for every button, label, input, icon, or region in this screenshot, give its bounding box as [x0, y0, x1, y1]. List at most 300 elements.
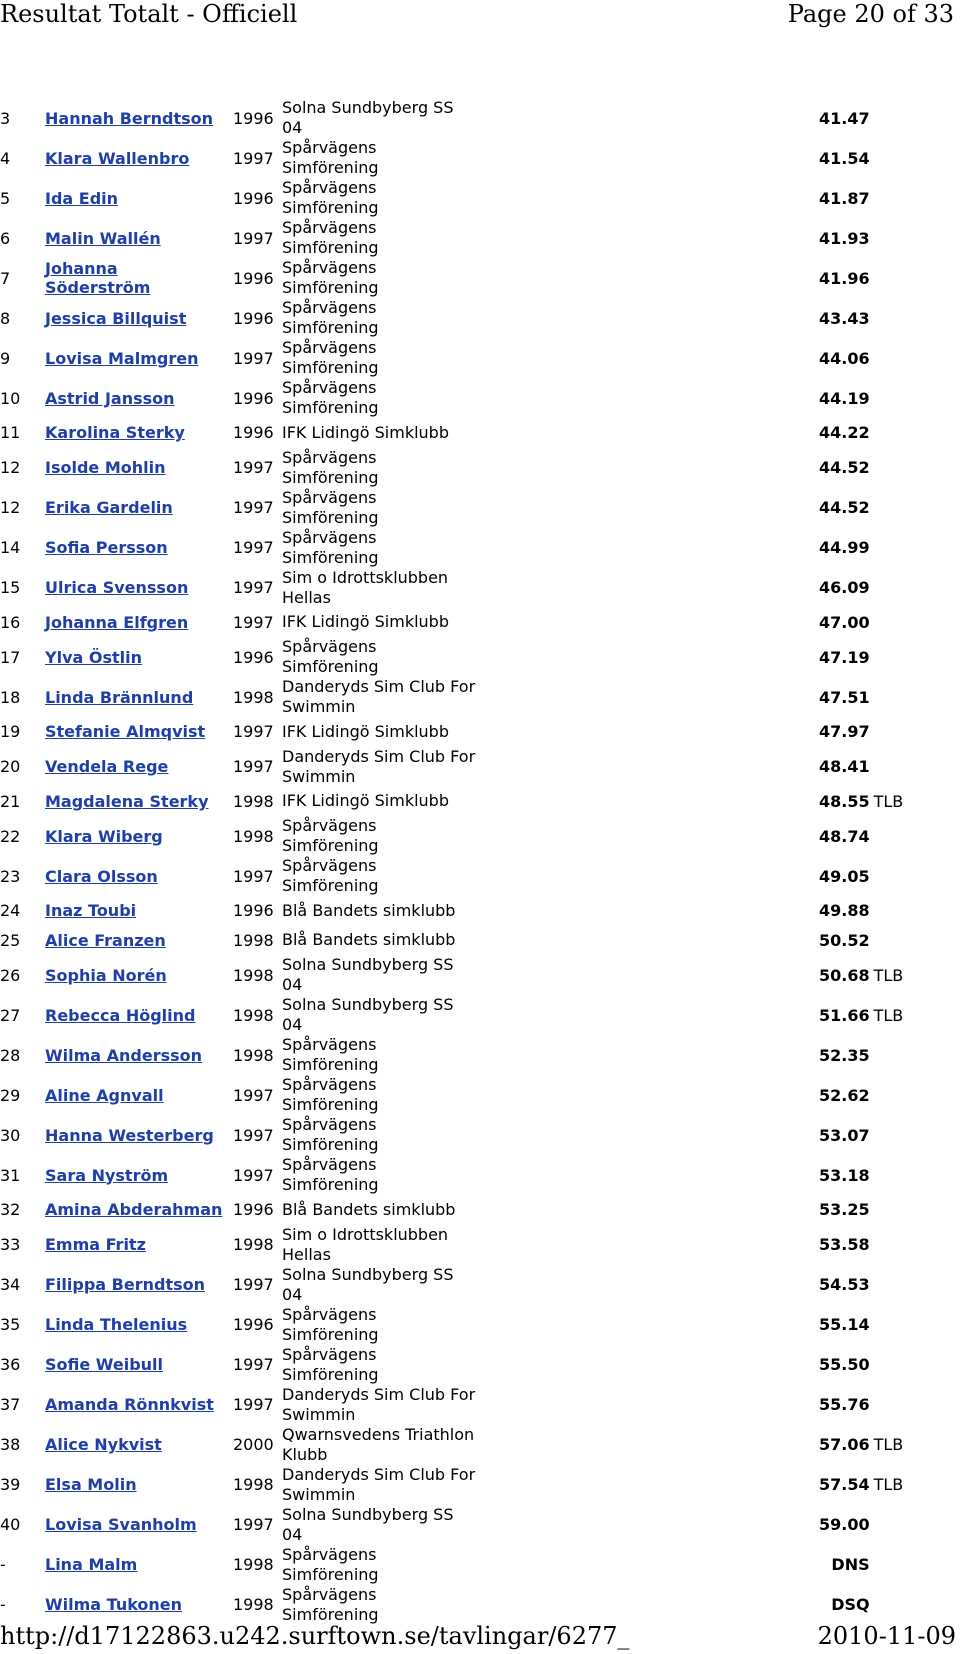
result-place: 10 — [0, 388, 21, 408]
club-name-cell — [282, 98, 478, 138]
birth-year: 1997 — [233, 1355, 274, 1374]
club-name-cell — [282, 298, 478, 338]
athlete-name-link[interactable]: Magdalena Sterky — [45, 791, 209, 811]
athlete-name-link[interactable]: Sara Nyström — [45, 1165, 169, 1185]
spacer-cell — [478, 856, 819, 896]
club-name: Blå Bandets simklubb — [282, 900, 456, 920]
club-name-cell — [282, 378, 478, 418]
result-time: 41.96 — [819, 268, 870, 288]
result-place-cell — [0, 448, 45, 488]
athlete-name-link[interactable]: Klara Wiberg — [45, 826, 163, 846]
club-name-cell — [282, 1195, 478, 1225]
birth-year-cell — [233, 258, 282, 298]
result-row — [0, 1585, 910, 1625]
athlete-name-link[interactable]: Lovisa Svanholm — [45, 1515, 197, 1534]
result-place-cell — [0, 955, 45, 995]
club-name: Spårvägens Simförening — [282, 178, 379, 217]
athlete-name-link-cell — [45, 995, 233, 1035]
spacer-cell — [478, 258, 819, 298]
result-note-cell — [870, 1385, 910, 1425]
athlete-name-link[interactable]: Wilma Tukonen — [45, 1595, 183, 1614]
result-row — [0, 955, 910, 995]
birth-year: 1998 — [233, 1005, 274, 1025]
document-title: Resultat Totalt - Officiell — [0, 0, 298, 28]
birth-year: 1997 — [233, 1165, 274, 1185]
result-row — [0, 1385, 910, 1425]
spacer-cell — [478, 677, 819, 717]
result-note-cell — [870, 488, 910, 528]
result-place: 16 — [0, 612, 21, 632]
result-note-cell — [870, 138, 910, 178]
athlete-name-link[interactable]: Amanda Rönnkvist — [45, 1395, 214, 1414]
result-note-cell — [870, 926, 910, 956]
result-time: 59.00 — [819, 1515, 870, 1534]
birth-year-cell — [233, 218, 282, 258]
source-url: http://d17122863.u242.surftown.se/tavlingar/6277_ — [0, 1622, 630, 1650]
spacer-cell — [478, 608, 819, 638]
spacer-cell — [478, 1155, 819, 1195]
result-note-cell — [870, 1545, 910, 1585]
result-time-cell — [819, 717, 870, 747]
result-place-cell — [0, 178, 45, 218]
result-row — [0, 258, 910, 298]
result-place: 15 — [0, 578, 21, 597]
result-row — [0, 608, 910, 638]
result-place-cell — [0, 1115, 45, 1155]
result-place: 14 — [0, 538, 21, 557]
athlete-name-link-cell — [45, 448, 233, 488]
club-name: IFK Lidingö Simklubb — [282, 791, 449, 811]
athlete-name-link-cell — [45, 1155, 233, 1195]
spacer-cell — [478, 1345, 819, 1385]
result-row — [0, 448, 910, 488]
athlete-name-link[interactable]: Karolina Sterky — [45, 423, 185, 443]
result-time-cell — [819, 677, 870, 717]
result-time-cell — [819, 1195, 870, 1225]
athlete-name-link-cell — [45, 1425, 233, 1465]
club-name-cell — [282, 1225, 478, 1265]
result-time-cell — [819, 568, 870, 608]
result-place-cell — [0, 1305, 45, 1345]
birth-year-cell — [233, 1155, 282, 1195]
birth-year-cell — [233, 1035, 282, 1075]
birth-year-cell — [233, 338, 282, 378]
athlete-name-link[interactable]: Jessica Billquist — [45, 308, 187, 328]
result-time-cell — [819, 1075, 870, 1115]
result-place-cell — [0, 1585, 45, 1625]
result-note-cell — [870, 995, 910, 1035]
club-name: Solna Sundbyberg SS 04 — [282, 1504, 454, 1544]
athlete-name-link[interactable]: Aline Agnvall — [45, 1085, 164, 1105]
birth-year-cell — [233, 418, 282, 448]
spacer-cell — [478, 787, 819, 817]
club-name: IFK Lidingö Simklubb — [282, 422, 449, 442]
athlete-name-link[interactable]: Ylva Östlin — [45, 647, 142, 667]
result-row — [0, 1545, 910, 1585]
result-time: 48.55 — [819, 791, 870, 811]
result-row — [0, 378, 910, 418]
result-place: 30 — [0, 1125, 21, 1145]
result-time-cell — [819, 787, 870, 817]
athlete-name-link[interactable]: Ulrica Svensson — [45, 578, 189, 597]
result-place: 25 — [0, 930, 21, 950]
birth-year: 1996 — [233, 308, 274, 328]
club-name-cell — [282, 1075, 478, 1115]
club-name: Spårvägens Simförening — [282, 1344, 379, 1384]
birth-year: 1996 — [233, 1200, 274, 1220]
birth-year: 2000 — [233, 1435, 274, 1454]
club-name: Spårvägens Simförening — [282, 487, 379, 527]
result-note-cell — [870, 218, 910, 258]
athlete-name-link[interactable]: Emma Fritz — [45, 1235, 146, 1254]
result-note-cell — [870, 747, 910, 787]
club-name: Solna Sundbyberg SS 04 — [282, 98, 454, 137]
athlete-name-link[interactable]: Lina Malm — [45, 1555, 138, 1574]
result-place-cell — [0, 338, 45, 378]
athlete-name-link-cell — [45, 218, 233, 258]
result-place-cell — [0, 298, 45, 338]
birth-year-cell — [233, 1075, 282, 1115]
result-time: 53.07 — [819, 1125, 870, 1145]
athlete-name-link[interactable]: Klara Wallenbro — [45, 148, 190, 168]
club-name-cell — [282, 138, 478, 178]
spacer-cell — [478, 747, 819, 787]
birth-year: 1997 — [233, 348, 274, 368]
athlete-name-link-cell — [45, 98, 233, 138]
result-note-cell — [870, 448, 910, 488]
result-row — [0, 298, 910, 338]
athlete-name-link-cell — [45, 1075, 233, 1115]
result-place: 35 — [0, 1315, 21, 1334]
result-row — [0, 178, 910, 218]
result-place: - — [0, 1595, 6, 1614]
result-row — [0, 1505, 910, 1545]
club-name-cell — [282, 258, 478, 298]
birth-year-cell — [233, 1385, 282, 1425]
result-note-cell — [870, 816, 910, 856]
result-time-cell — [819, 98, 870, 138]
result-place-cell — [0, 1545, 45, 1585]
result-row — [0, 1225, 910, 1265]
spacer-cell — [478, 1115, 819, 1155]
result-place-cell — [0, 926, 45, 956]
club-name: IFK Lidingö Simklubb — [282, 721, 449, 741]
club-name-cell — [282, 568, 478, 608]
spacer-cell — [478, 338, 819, 378]
athlete-name-link[interactable]: Wilma Andersson — [45, 1045, 203, 1065]
club-name: Blå Bandets simklubb — [282, 930, 456, 950]
birth-year-cell — [233, 1305, 282, 1345]
athlete-name-link-cell — [45, 298, 233, 338]
result-time: 46.09 — [819, 578, 870, 597]
result-note-cell — [870, 1505, 910, 1545]
spacer-cell — [478, 1035, 819, 1075]
result-note-cell — [870, 677, 910, 717]
result-place: 27 — [0, 1005, 21, 1025]
athlete-name-link-cell — [45, 258, 233, 298]
result-time: 55.76 — [819, 1395, 870, 1414]
club-name: Spårvägens Simförening — [282, 258, 379, 297]
club-name: Spårvägens Simförening — [282, 338, 379, 377]
athlete-name-link[interactable]: Filippa Berndtson — [45, 1275, 205, 1294]
club-name: IFK Lidingö Simklubb — [282, 612, 449, 632]
result-time-cell — [819, 138, 870, 178]
birth-year-cell — [233, 378, 282, 418]
birth-year: 1997 — [233, 458, 274, 477]
club-name: Spårvägens Simförening — [282, 298, 379, 337]
result-row — [0, 926, 910, 956]
birth-year-cell — [233, 1505, 282, 1545]
athlete-name-link[interactable]: Amina Abderahman — [45, 1200, 223, 1220]
athlete-name-link[interactable]: Malin Wallén — [45, 228, 161, 248]
club-name: Spårvägens Simförening — [282, 1584, 379, 1624]
result-time: DNS — [831, 1555, 870, 1574]
result-place-cell — [0, 138, 45, 178]
result-row — [0, 568, 910, 608]
birth-year: 1996 — [233, 647, 274, 667]
result-time: 48.74 — [819, 826, 870, 846]
athlete-name-link-cell — [45, 418, 233, 448]
club-name: Spårvägens Simförening — [282, 138, 379, 177]
results-body — [0, 98, 910, 1625]
athlete-name-link[interactable]: Hannah Berndtson — [45, 108, 214, 128]
birth-year: 1998 — [233, 791, 274, 811]
result-place-cell — [0, 1265, 45, 1305]
club-name-cell — [282, 1505, 478, 1545]
spacer-cell — [478, 896, 819, 926]
result-time: 53.58 — [819, 1235, 870, 1254]
birth-year-cell — [233, 298, 282, 338]
result-place-cell — [0, 378, 45, 418]
club-name: Spårvägens Simförening — [282, 1155, 379, 1194]
result-note: TLB — [873, 1005, 904, 1025]
athlete-name-link-cell — [45, 138, 233, 178]
result-note-cell — [870, 1585, 910, 1625]
result-place-cell — [0, 816, 45, 856]
page-number: Page 20 of 33 — [787, 0, 954, 28]
result-row — [0, 995, 910, 1035]
athlete-name-link[interactable]: Linda Thelenius — [45, 1315, 188, 1334]
result-time: DSQ — [831, 1595, 870, 1614]
birth-year: 1998 — [233, 930, 274, 950]
athlete-name-link[interactable]: Lovisa Malmgren — [45, 348, 199, 368]
athlete-name-link[interactable]: Sofie Weibull — [45, 1355, 164, 1374]
result-note-cell — [870, 955, 910, 995]
result-place-cell — [0, 418, 45, 448]
result-time: 44.99 — [819, 538, 870, 557]
result-time-cell — [819, 747, 870, 787]
result-place-cell — [0, 677, 45, 717]
spacer-cell — [478, 717, 819, 747]
birth-year-cell — [233, 1425, 282, 1465]
birth-year: 1996 — [233, 108, 274, 128]
result-time-cell — [819, 1465, 870, 1505]
result-place: 17 — [0, 647, 21, 667]
athlete-name-link[interactable]: Johanna Söderström — [45, 259, 151, 297]
club-name: Danderyds Sim Club For Swimmin — [282, 1384, 476, 1424]
athlete-name-link-cell — [45, 717, 233, 747]
result-place-cell — [0, 1155, 45, 1195]
spacer-cell — [478, 298, 819, 338]
result-time: 55.14 — [819, 1315, 870, 1334]
club-name: Spårvägens Simförening — [282, 637, 379, 676]
club-name: Solna Sundbyberg SS 04 — [282, 1264, 454, 1304]
result-time: 50.52 — [819, 930, 870, 950]
athlete-name-link-cell — [45, 528, 233, 568]
result-place: 9 — [0, 348, 11, 368]
result-place-cell — [0, 488, 45, 528]
result-time-cell — [819, 1385, 870, 1425]
athlete-name-link[interactable]: Elsa Molin — [45, 1475, 137, 1494]
result-place: 36 — [0, 1355, 21, 1374]
result-time: 50.68 — [819, 965, 870, 985]
club-name-cell — [282, 178, 478, 218]
result-note-cell — [870, 1075, 910, 1115]
result-place: 28 — [0, 1045, 21, 1065]
athlete-name-link[interactable]: Clara Olsson — [45, 866, 158, 886]
result-time-cell — [819, 1585, 870, 1625]
birth-year-cell — [233, 1195, 282, 1225]
athlete-name-link-cell — [45, 816, 233, 856]
athlete-name-link[interactable]: Inaz Toubi — [45, 901, 137, 921]
result-time-cell — [819, 637, 870, 677]
result-note-cell — [870, 258, 910, 298]
club-name-cell — [282, 448, 478, 488]
result-note-cell — [870, 1265, 910, 1305]
birth-year-cell — [233, 926, 282, 956]
result-row — [0, 528, 910, 568]
result-place-cell — [0, 528, 45, 568]
spacer-cell — [478, 378, 819, 418]
result-place-cell — [0, 258, 45, 298]
result-time-cell — [819, 1305, 870, 1345]
athlete-name-link[interactable]: Hanna Westerberg — [45, 1125, 214, 1145]
club-name-cell — [282, 1155, 478, 1195]
result-row — [0, 1115, 910, 1155]
athlete-name-link[interactable]: Vendela Rege — [45, 757, 169, 776]
club-name-cell — [282, 926, 478, 956]
result-time-cell — [819, 1425, 870, 1465]
result-note-cell — [870, 1345, 910, 1385]
result-row — [0, 677, 910, 717]
result-place-cell — [0, 1195, 45, 1225]
birth-year: 1998 — [233, 1595, 274, 1614]
result-time-cell — [819, 816, 870, 856]
result-time: 49.88 — [819, 901, 870, 921]
birth-year: 1997 — [233, 722, 274, 742]
athlete-name-link[interactable]: Alice Franzen — [45, 930, 166, 950]
result-time: 47.97 — [819, 722, 870, 742]
result-note-cell — [870, 608, 910, 638]
athlete-name-link[interactable]: Sophia Norén — [45, 965, 167, 985]
birth-year: 1998 — [233, 965, 274, 985]
athlete-name-link[interactable]: Stefanie Almqvist — [45, 722, 206, 742]
birth-year: 1996 — [233, 901, 274, 921]
result-place: 38 — [0, 1435, 21, 1454]
club-name: Spårvägens Simförening — [282, 447, 379, 487]
result-place: 21 — [0, 791, 21, 811]
result-place: 32 — [0, 1200, 21, 1220]
result-place: 22 — [0, 826, 21, 846]
athlete-name-link-cell — [45, 787, 233, 817]
birth-year: 1998 — [233, 1045, 274, 1065]
result-note-cell — [870, 178, 910, 218]
result-time-cell — [819, 488, 870, 528]
club-name-cell — [282, 608, 478, 638]
result-time: 41.54 — [819, 148, 870, 168]
birth-year-cell — [233, 637, 282, 677]
result-note-cell — [870, 717, 910, 747]
result-time-cell — [819, 1505, 870, 1545]
spacer-cell — [478, 1425, 819, 1465]
result-row — [0, 1265, 910, 1305]
spacer-cell — [478, 995, 819, 1035]
birth-year-cell — [233, 677, 282, 717]
athlete-name-link[interactable]: Isolde Mohlin — [45, 458, 166, 477]
athlete-name-link-cell — [45, 637, 233, 677]
athlete-name-link[interactable]: Ida Edin — [45, 188, 119, 208]
result-time-cell — [819, 1345, 870, 1385]
athlete-name-link[interactable]: Linda Brännlund — [45, 687, 194, 707]
birth-year: 1996 — [233, 423, 274, 443]
athlete-name-link[interactable]: Rebecca Höglind — [45, 1005, 196, 1025]
spacer-cell — [478, 1265, 819, 1305]
club-name: Qwarnsvedens Triathlon Klubb — [282, 1424, 475, 1464]
result-note-cell — [870, 1115, 910, 1155]
athlete-name-link[interactable]: Alice Nykvist — [45, 1435, 162, 1454]
club-name-cell — [282, 1545, 478, 1585]
athlete-name-link[interactable]: Erika Gardelin — [45, 498, 173, 517]
club-name: Spårvägens Simförening — [282, 378, 379, 417]
birth-year-cell — [233, 1585, 282, 1625]
result-note-cell — [870, 1465, 910, 1505]
birth-year-cell — [233, 528, 282, 568]
club-name: Spårvägens Simförening — [282, 1115, 379, 1154]
athlete-name-link-cell — [45, 568, 233, 608]
result-time: 47.19 — [819, 647, 870, 667]
athlete-name-link[interactable]: Sofia Persson — [45, 538, 168, 557]
result-row — [0, 218, 910, 258]
result-time: 44.52 — [819, 458, 870, 477]
birth-year: 1997 — [233, 1085, 274, 1105]
result-time: 43.43 — [819, 308, 870, 328]
birth-year: 1998 — [233, 826, 274, 846]
result-place-cell — [0, 1225, 45, 1265]
club-name-cell — [282, 677, 478, 717]
result-time-cell — [819, 1035, 870, 1075]
club-name-cell — [282, 896, 478, 926]
birth-year: 1996 — [233, 268, 274, 288]
club-name: Spårvägens Simförening — [282, 218, 379, 257]
result-time: 44.19 — [819, 388, 870, 408]
club-name: Solna Sundbyberg SS 04 — [282, 955, 454, 994]
birth-year: 1997 — [233, 1125, 274, 1145]
result-place: 29 — [0, 1085, 21, 1105]
athlete-name-link[interactable]: Astrid Jansson — [45, 388, 175, 408]
result-time: 57.06 — [819, 1435, 870, 1454]
spacer-cell — [478, 1195, 819, 1225]
athlete-name-link-cell — [45, 926, 233, 956]
club-name: Danderyds Sim Club For Swimmin — [282, 677, 476, 716]
result-note-cell — [870, 298, 910, 338]
athlete-name-link[interactable]: Johanna Elfgren — [45, 612, 189, 632]
result-place: 31 — [0, 1165, 21, 1185]
result-place: 39 — [0, 1475, 21, 1494]
club-name: Spårvägens Simförening — [282, 1035, 379, 1074]
result-row — [0, 338, 910, 378]
result-place-cell — [0, 717, 45, 747]
result-time-cell — [819, 1265, 870, 1305]
